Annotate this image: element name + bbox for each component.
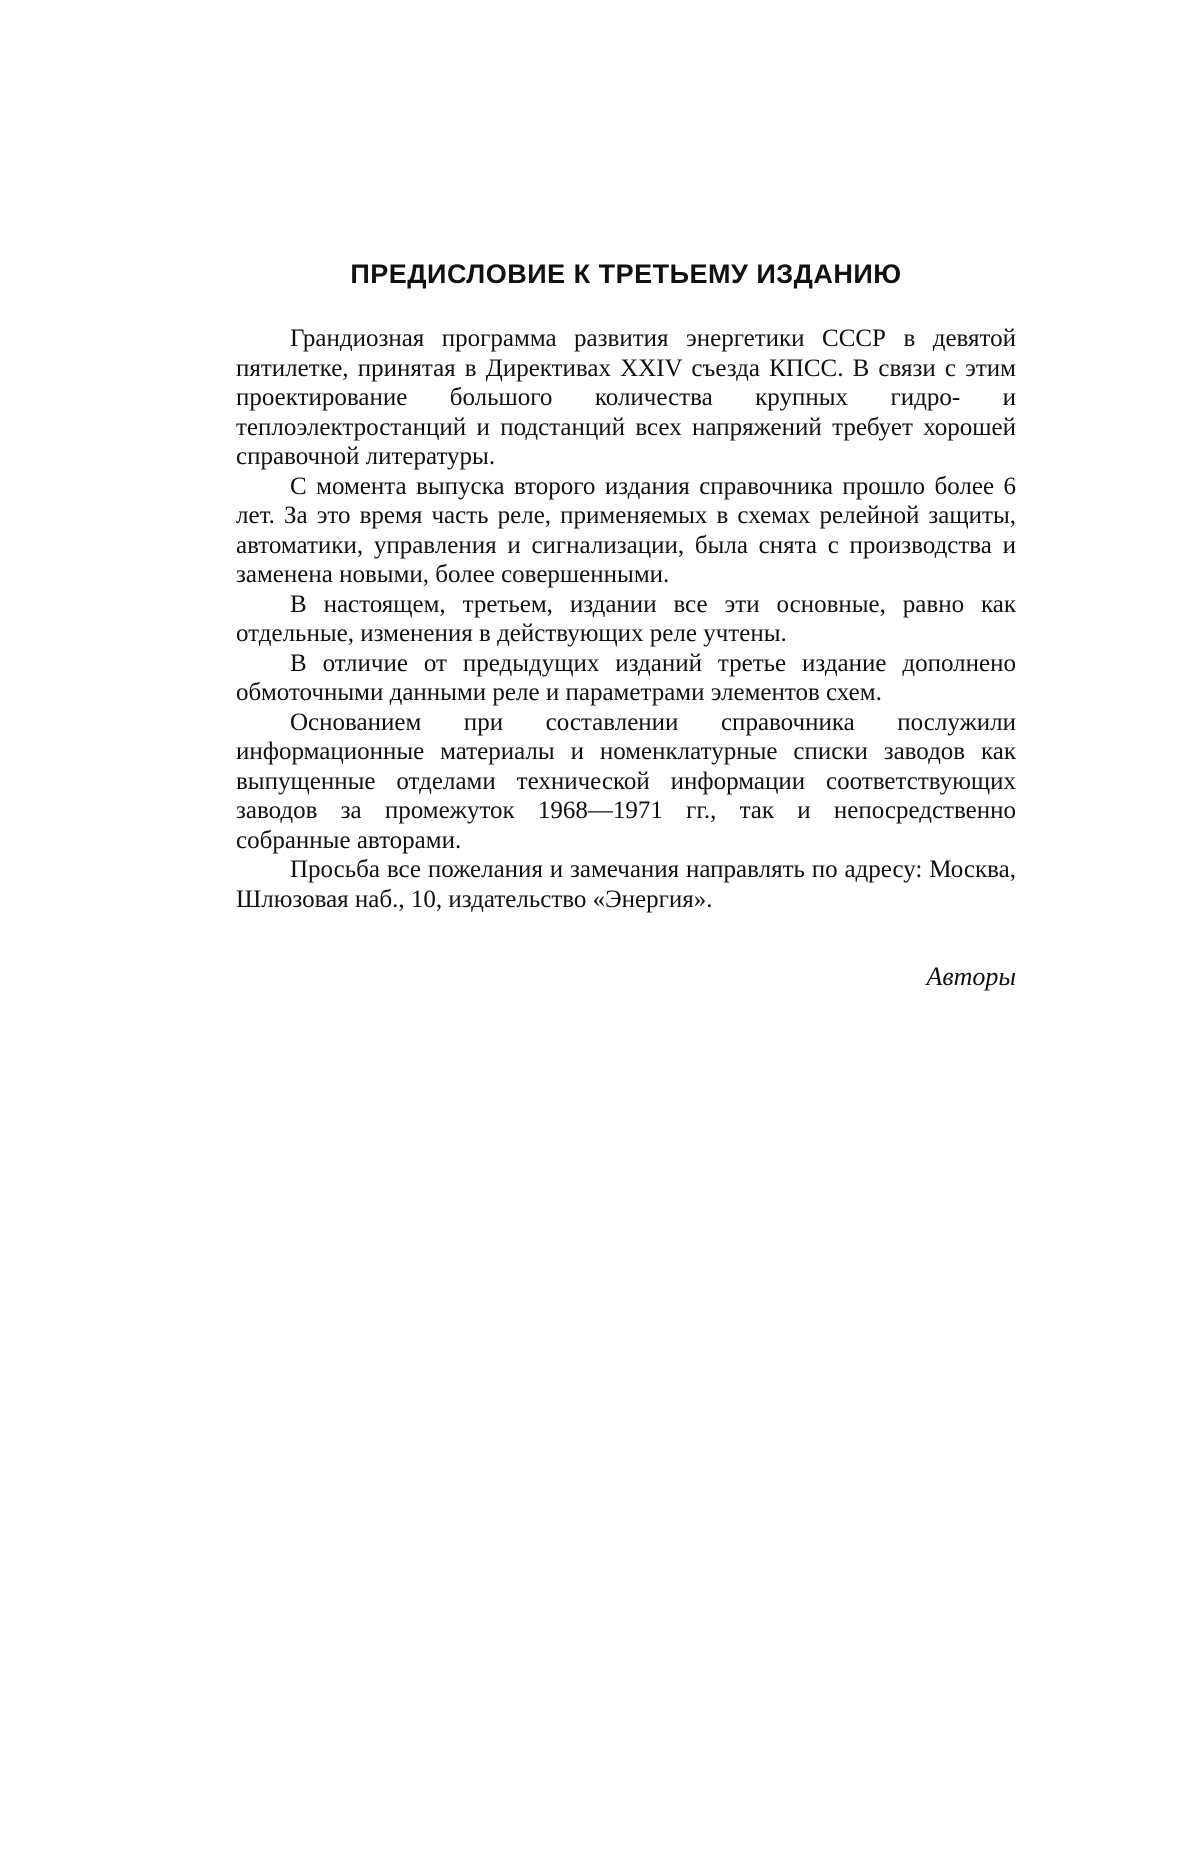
authors-signature: Авторы — [926, 962, 1016, 991]
paragraph: Грандиозная программа развития энергетики СССР в девятой пятилетке, принятая в Директивах XXIV съезда КПСС. В связи с этим проектирование большого количества крупных гидро- и теплоэлектростанций и подстанций всех напряжений требует хорошей справочной литературы. — [236, 325, 1016, 470]
preface-text-block — [236, 258, 1016, 992]
page-title: ПРЕДИСЛОВИЕ К ТРЕТЬЕМУ ИЗДАНИЮ — [350, 259, 902, 289]
paragraph: В отличие от предыдущих изданий третье издание дополнено обмоточными данными реле и параметрами элементов схем. — [236, 649, 1016, 706]
paragraph: Просьба все пожелания и замечания направлять по адресу: Москва, Шлюзовая наб., 10, издательство «Энергия». — [236, 856, 1016, 913]
paragraph: С момента выпуска второго издания справочника прошло более 6 лет. За это время часть реле, применяемых в схемах релейной защиты, автоматики, управления и сигнализации, была снята с производства и заменена новыми, более совершенными. — [236, 472, 1016, 588]
paragraph: В настоящем, третьем, издании все эти основные, равно как отдельные, изменения в действующих реле учтены. — [236, 590, 1016, 647]
paragraph: Основанием при составлении справочника послужили информационные материалы и номенклатурные списки заводов как выпущенные отделами технической информации соответствующих заводов за промежуток 1968—1971 гг., так и непосредственно собранные авторами. — [236, 708, 1016, 854]
